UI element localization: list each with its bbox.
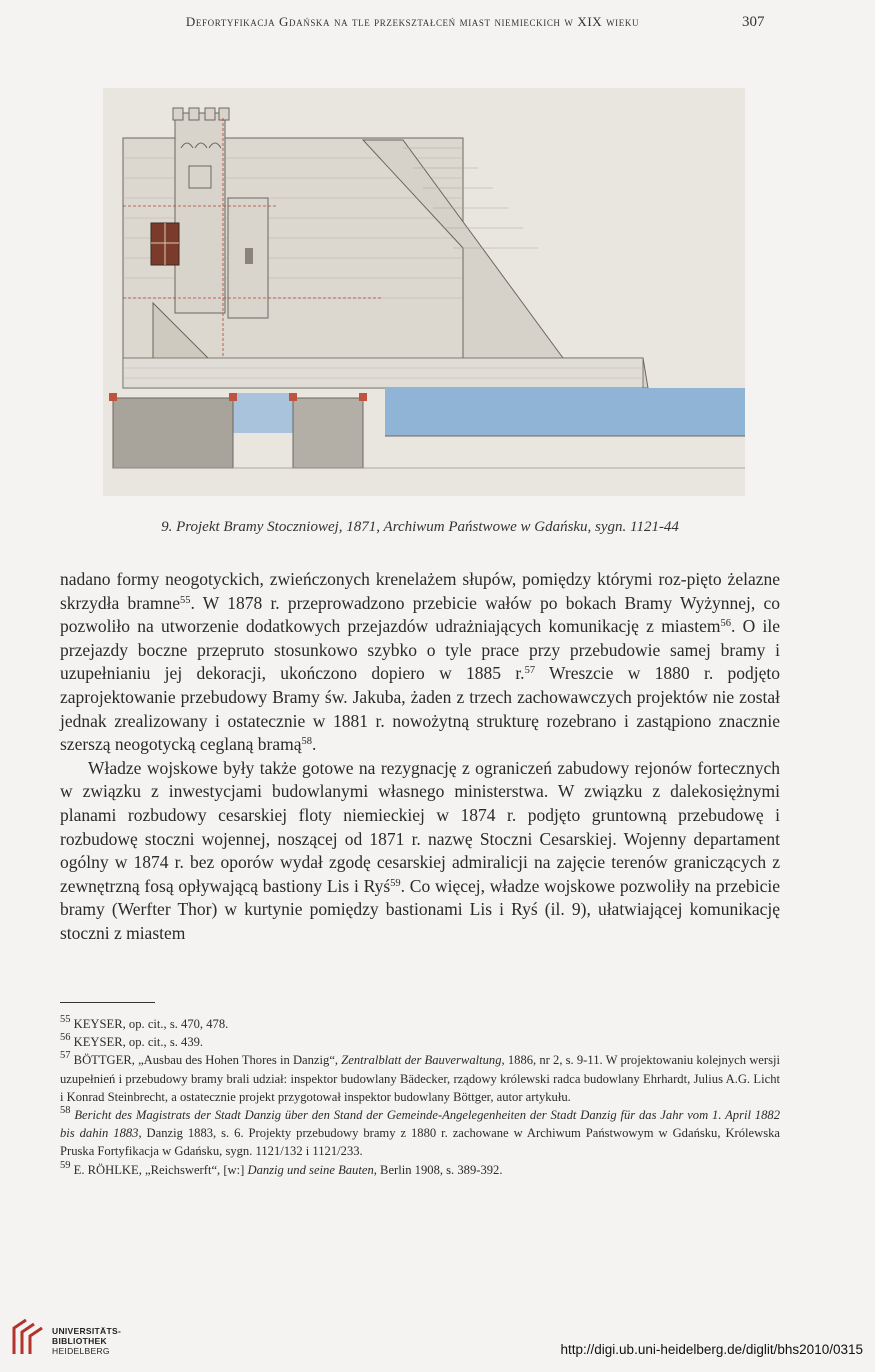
footnote-58: $^{58}$ Bericht des Magistrats der Stadt Danzig über den Stand der Gemeinde-Angelegenheiten der Stadt Danzig für das Jahr vom 1. April 1882 bis dahin 1883, Danzig 1883, s. 6. Projekty przebudowy bramy z 1880 r. zachowane w Archiwum Państwowym w Gdańsku, Królewska Pruska Fortyfikacja w Gdańsku, sygn. 1121/132 i 1121/233. [60, 1105, 781, 1159]
footnote-ref[interactable]: 55 [180, 594, 191, 606]
viewer-footer [0, 1310, 875, 1372]
moat-water [385, 388, 745, 436]
footnote-ref[interactable]: 56 [720, 618, 731, 630]
foundation-right [293, 398, 363, 468]
footnote-ref[interactable]: 57 [524, 665, 536, 677]
foundation-left [113, 398, 233, 468]
running-head: Defortyfikacja Gdańska na tle przekształceń miast niemieckich w XIX wieku [185, 14, 640, 29]
footnote-divider [60, 1002, 155, 1003]
footnotes [60, 1015, 780, 1179]
footnote-ref[interactable]: 59 [390, 877, 401, 889]
source-url-link[interactable]: http://digi.ub.uni-heidelberg.de/diglit/bhs2010/0315 [560, 1342, 863, 1357]
footnote-57: $^{57}$ BÖTTGER, „Ausbau des Hohen Thores in Danzig“, Zentralblatt der Bauverwaltung, 1886, nr 2, s. 9-11. W projektowaniu kolejnych wersji uzupełnień i przebudowy bramy brali udział: inspektor budowlany Bädecker, rządowy królewski radca budowlany Ehrhardt, Julius A.G. Licht i Konrad Steinbrecht, a ostatecznie projekt przygotował inspektor budowlany Böttger, autor artykułu. [60, 1050, 780, 1104]
library-name: UNIVERSITÄTS- BIBLIOTHEK HEIDELBERG [52, 1326, 122, 1356]
footnote-55: $^{55}$ KEYSER, op. cit., s. 470, 478. [60, 1014, 229, 1031]
gate-elevation-drawing [103, 88, 745, 496]
figure-caption: 9. Projekt Bramy Stoczniowej, 1871, Archiwum Państwowe w Gdańsku, sygn. 1121-44 [161, 519, 679, 535]
paragraph: Władze wojskowe były także gotowe na rezygnację z ograniczeń zabudowy rejonów fortecznych w związku z inwestycjami budowlanymi własnego ministerstwa. W związku z dalekosiężnymi planami rozbudowy cesarskiej floty niemieckiej w 1874 r. podjęto gruntowną przebudowę i rozbudowę stoczni wojennej, noszącej od 1871 r. nazwę Stoczni Cesarskiej. Wojenny departament ogólny w 1874 r. bez oporów wydał zgodę cesarskiej admiralicji na zajęcie terenów graniczących z zewnętrzną fosą opływającą bastiony Lis i Ryś$^{59}$. Co więcej, władze wojskowe pozwoliły na przebicie bramy (Werfter Thor) w kurtynie pomiędzy bastionami Lis i Ryś (il. 9), ułatwiającej komunikację stoczni z miastem [60, 757, 780, 943]
figure-gate-drawing [103, 88, 745, 496]
page-number: 307 [742, 14, 765, 30]
body-text [60, 568, 780, 946]
university-library-logo-icon[interactable] [10, 1316, 50, 1358]
footnote-ref[interactable]: 58 [301, 736, 312, 748]
paragraph: nadano formy neogotyckich, zwieńczonych krenelażem słupów, pomiędzy którymi roz-pięto żelazne skrzydła bramne$^{55}$. W 1878 r. przeprowadzono przebicie wałów po bokach Bramy Wyżynnej, co pozwoliło na utworzenie dodatkowych przejazdów udrażniających komunikację z miastem$^{56}$. O ile przejazdy boczne przepruto stosunkowo szybko o tyle prace przy przebudowie samej bramy i uzupełnianiu jej dekoracji, ukończono dopiero w 1885 r.$^{57}$ Wreszcie w 1880 r. podjęto zaprojektowanie przebudowy Bramy św. Jakuba, żaden z trzech zachowawczych projektów nie został jednak zrealizowany i ostatecznie w 1881 r. nowożytną strukturę rozebrano i zastąpiono znacznie szerszą neogotycką ceglaną bramą$^{58}$. [60, 569, 780, 755]
brick-band [123, 358, 643, 388]
footnote-56: $^{56}$ KEYSER, op. cit., s. 439. [60, 1032, 204, 1050]
footnote-59: $^{59}$ E. RÖHLKE, „Reichswerft“, [w:] Danzig und seine Bauten, Berlin 1908, s. 389-392. [60, 1159, 503, 1177]
